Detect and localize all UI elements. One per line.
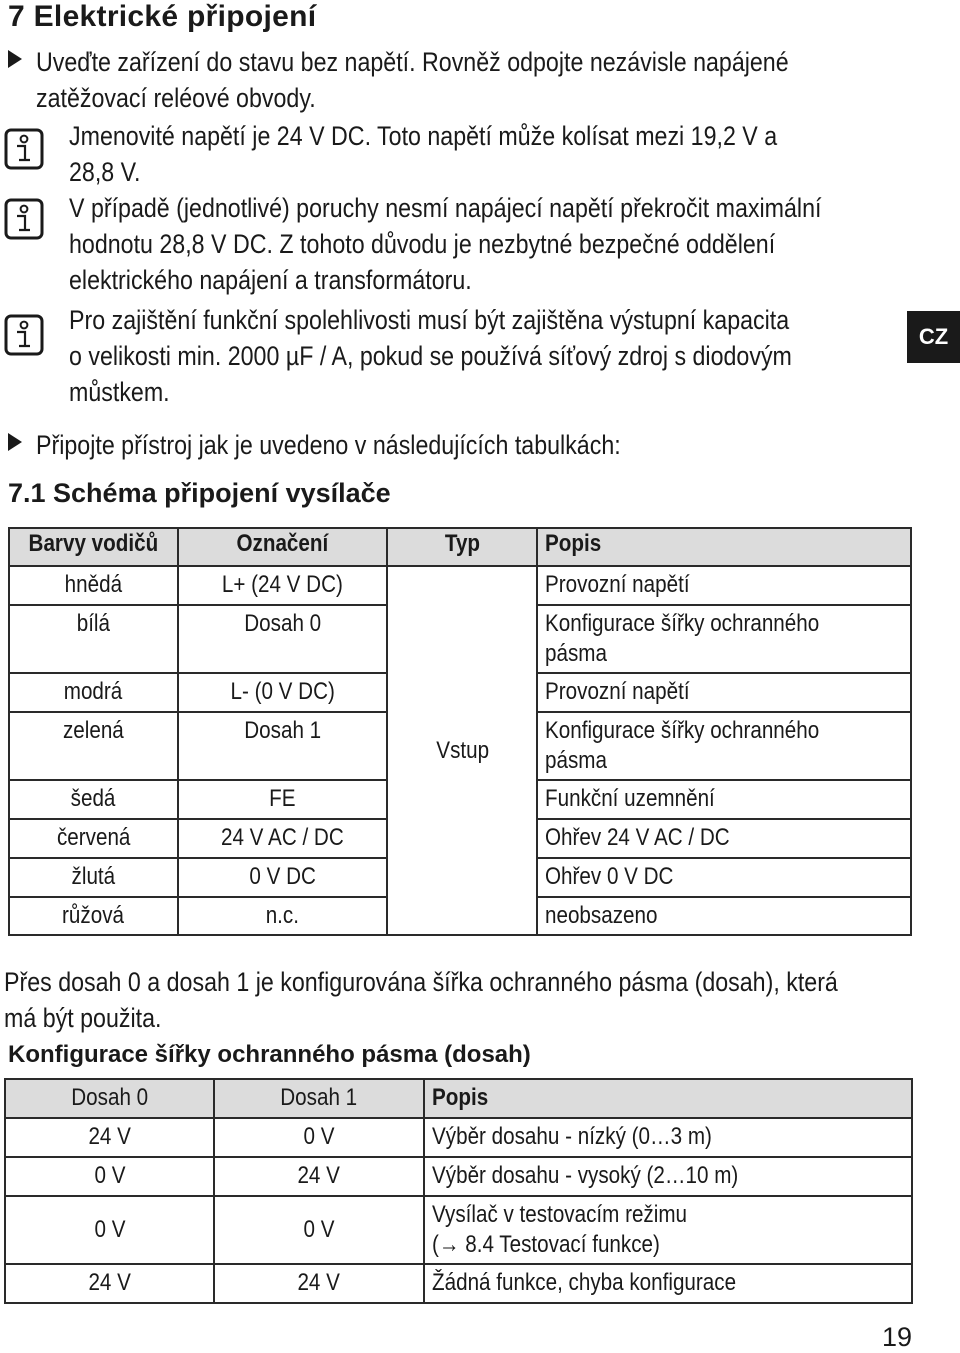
page-title: 7 Elektrické připojení [8,0,317,33]
bullet-1-line-1: Uveďte zařízení do stavu bez napětí. Rovněž odpojte nezávisle napájené [36,47,789,77]
table-row [5,1157,912,1196]
range-0-value: 24 V [5,1264,214,1303]
range-description: Výběr dosahu - vysoký (2…10 m) [424,1157,912,1196]
info-2-line-3: elektrického napájení a transformátoru. [69,265,472,295]
wire-description: Konfigurace šířky ochranného pásma [537,605,911,673]
info-3-line-1: Pro zajištění funkční spolehlivosti musí být zajištěna výstupní kapacita [69,305,790,335]
page-number: 19 [881,1322,912,1352]
header-cell: Označení [178,528,387,566]
wire-label: Dosah 0 [178,605,387,673]
wire-label: Dosah 1 [178,712,387,780]
table-header-row [9,528,911,566]
range-0-value: 0 V [5,1157,214,1196]
table-row [9,566,911,605]
section-title: 7.1 Schéma připojení vysílače [8,478,391,508]
triangle-bullet-icon [8,50,22,68]
header-cell: Popis [537,528,911,566]
header-cell: Typ [387,528,537,566]
header-cell: Barvy vodičů [9,528,178,566]
wire-label: FE [178,780,387,819]
wire-color: hnědá [9,566,178,605]
range-1-value: 0 V [214,1118,423,1157]
wire-description: Ohřev 24 V AC / DC [537,819,911,858]
table-row [5,1196,912,1264]
header-cell: Dosah 1 [214,1079,423,1118]
wire-label: L+ (24 V DC) [178,566,387,605]
range-1-value: 0 V [214,1196,423,1264]
wire-description: Konfigurace šířky ochranného pásma [537,712,911,780]
config-title: Konfigurace šířky ochranného pásma (dosah) [8,1041,531,1068]
wire-label: n.c. [178,897,387,935]
info-1-line-1: Jmenovité napětí je 24 V DC. Toto napětí může kolísat mezi 19,2 V a [69,121,778,151]
wire-description: Provozní napětí [537,673,911,712]
table-header-row [5,1079,912,1118]
info-icon [4,198,44,240]
wire-type: Vstup [387,566,537,935]
note-line-2: má být použita. [4,1003,162,1033]
range-1-value: 24 V [214,1264,423,1303]
range-description: Vysílač v testovacím režimu (→ 8.4 Testovací funkce) [424,1196,912,1264]
wire-description: neobsazeno [537,897,911,935]
info-block-3 [69,302,792,410]
range-description: Výběr dosahu - nízký (0…3 m) [424,1118,912,1157]
wire-description: Provozní napětí [537,566,911,605]
table-row [5,1118,912,1157]
wire-color: růžová [9,897,178,935]
info-icon [4,314,44,356]
language-tab-label: CZ [918,324,949,349]
range-description: Žádná funkce, chyba konfigurace [424,1264,912,1303]
info-block-2 [69,190,821,298]
header-cell: Dosah 0 [5,1079,214,1118]
range-0-value: 24 V [5,1118,214,1157]
instruction-bullet-2 [8,427,716,463]
info-2-line-1: V případě (jednotlivé) poruchy nesmí napájecí napětí překročit maximální [69,193,822,223]
range-1-value: 24 V [214,1157,423,1196]
table-row [5,1264,912,1303]
bullet-1-line-2: zatěžovací reléové obvody. [36,83,316,113]
info-3-line-2: o velikosti min. 2000 µF / A, pokud se používá síťový zdroj s diodovým [69,341,792,371]
range-config-table [4,1078,913,1304]
wire-description: Ohřev 0 V DC [537,858,911,897]
info-2-line-2: hodnotu 28,8 V DC. Z tohoto důvodu je nezbytné bezpečné oddělení [69,229,776,259]
info-block-1 [69,118,777,190]
header-cell: Popis [424,1079,912,1118]
range-0-value: 0 V [5,1196,214,1264]
wire-label: 0 V DC [178,858,387,897]
info-3-line-3: můstkem. [69,377,170,407]
info-1-line-2: 28,8 V. [69,157,141,187]
wire-color: modrá [9,673,178,712]
bullet-2-text: Připojte přístroj jak je uvedeno v následujících tabulkách: [36,430,621,460]
wire-color: zelená [9,712,178,780]
instruction-bullet-1 [8,44,911,116]
config-note [4,964,838,1036]
triangle-bullet-icon [8,433,22,451]
language-tab [907,311,960,363]
wire-color: bílá [9,605,178,673]
note-line-1: Přes dosah 0 a dosah 1 je konfigurována šířka ochranného pásma (dosah), která [4,967,838,997]
wire-label: L- (0 V DC) [178,673,387,712]
wire-color: šedá [9,780,178,819]
wire-color: žlutá [9,858,178,897]
info-icon [4,128,44,170]
wire-color: červená [9,819,178,858]
wiring-table [8,527,912,936]
wire-label: 24 V AC / DC [178,819,387,858]
wire-description: Funkční uzemnění [537,780,911,819]
